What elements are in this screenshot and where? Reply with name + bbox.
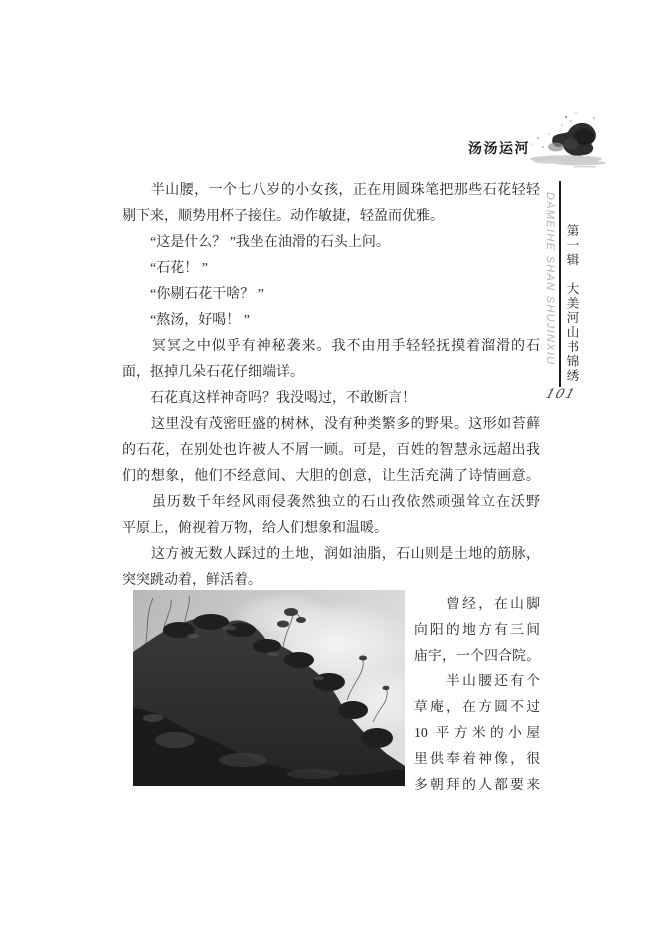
body-line: 这方被无数人踩过的土地，润如油脂，石山则是土地的筋脉， — [122, 547, 540, 562]
body-line: 剔下来，顺势用杯子接住。动作敏捷，轻盈而优雅。 — [122, 209, 444, 224]
page-number: 101 — [543, 387, 578, 402]
photo-mountain-shrubs — [133, 590, 405, 786]
body-line: 冥冥之中似乎有神秘袭来。我不由用手轻轻抚摸着溜滑的石 — [122, 339, 540, 354]
ink-mountain-blob — [548, 123, 596, 156]
ink-painting-decoration — [518, 104, 608, 170]
column-line: 10 平方米的小屋 — [414, 724, 540, 740]
photo-side-column — [414, 591, 540, 797]
body-line: “石花！ ” — [122, 261, 208, 276]
column-line: 庙宇，一个四合院。 — [414, 647, 540, 663]
column-line: 草庵，在方圆不过 — [414, 699, 540, 715]
body-line: “这是什么？ ”我坐在油滑的石头上问。 — [122, 235, 390, 250]
body-line: 的石花，在别处也许被人不屑一顾。可是，百姓的智慧永远超出我 — [122, 443, 540, 458]
series-title-chinese: 第一辑 大美河山书锦绣 — [565, 224, 579, 384]
body-line: 石花真这样神奇吗？我没喝过，不敢断言！ — [122, 391, 416, 406]
column-line: 里供奉着神像，很 — [414, 750, 540, 766]
sidebar-rule — [559, 181, 561, 387]
body-line: 平原上，俯视着万物，给人们想象和温暖。 — [122, 521, 388, 536]
column-line: 半山腰还有个 — [414, 673, 540, 689]
body-line: “你剔石花干啥？ ” — [122, 287, 264, 302]
body-line: 们的想象，他们不经意间、大胆的创意，让生活充满了诗情画意。 — [122, 469, 540, 484]
body-line: 这里没有茂密旺盛的树林，没有种类繁多的野果。这形如苔藓 — [122, 417, 540, 432]
mountain-photo-image — [133, 590, 405, 786]
body-line: “熬汤，好喝！ ” — [122, 313, 250, 328]
column-line: 多朝拜的人都要来 — [414, 776, 540, 792]
series-title-latin: DAMEIHE SHAN SHUJINXIU — [544, 192, 556, 366]
body-line: 面，抠掉几朵石花仔细端详。 — [122, 365, 304, 380]
body-line: 突突跳动着，鲜活着。 — [122, 573, 262, 588]
body-line: 半山腰，一个七八岁的小女孩，正在用圆珠笔把那些石花轻轻 — [122, 183, 540, 198]
body-text-block — [122, 178, 540, 594]
column-line: 向阳的地方有三间 — [414, 621, 540, 637]
column-line: 曾经，在山脚 — [414, 596, 540, 611]
body-line: 虽历数千年经风雨侵袭然独立的石山孜依然顽强耸立在沃野 — [122, 495, 540, 510]
ink-water-wash — [530, 155, 606, 167]
running-head-title: 汤汤运河 — [468, 140, 530, 156]
